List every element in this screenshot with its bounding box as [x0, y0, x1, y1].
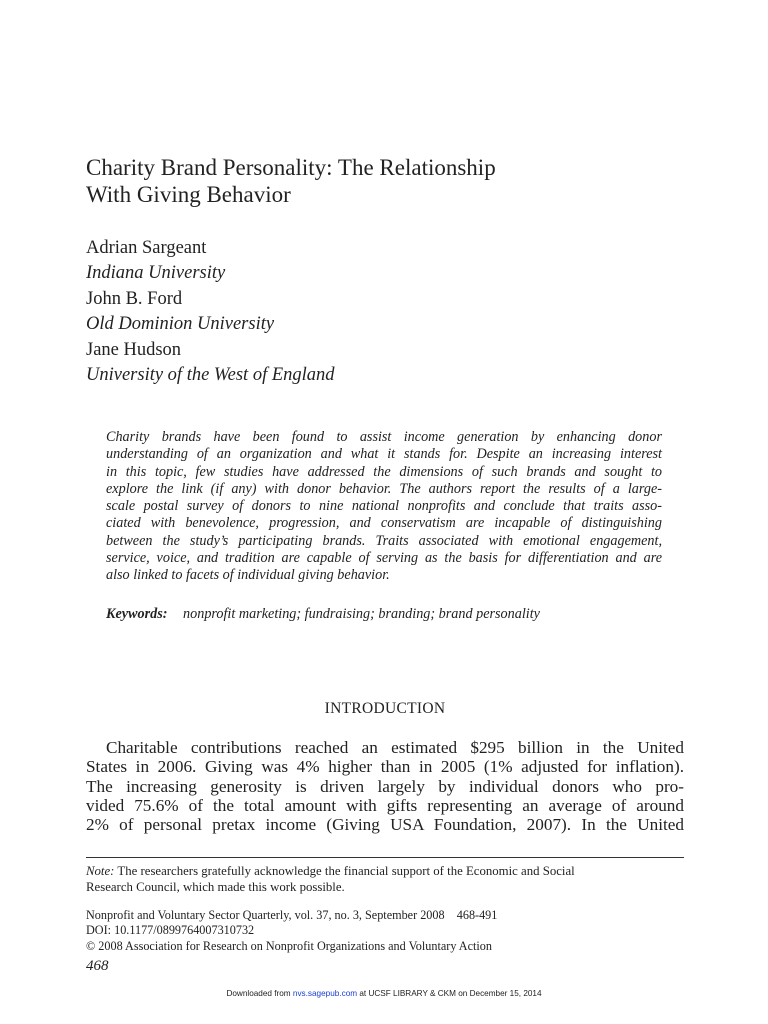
- footnote-divider: [86, 857, 684, 858]
- title-line-2: With Giving Behavior: [86, 182, 291, 207]
- abstract-line: understanding of an organization and what it stands for. Despite an increasing interest: [106, 446, 662, 463]
- body-line: States in 2006. Giving was 4% higher than in 2005 (1% adjusted for inflation).: [86, 757, 684, 777]
- article-title: [86, 154, 686, 208]
- download-link[interactable]: nvs.sagepub.com: [292, 989, 358, 998]
- abstract-line: between the study’s participating brands. Traits associated with emotional engagement,: [106, 532, 662, 549]
- author-name: Adrian Sargeant: [86, 238, 207, 258]
- keywords-text: nonprofit marketing; fundraising; branding; brand personality: [183, 606, 540, 622]
- author-affiliation: University of the West of England: [86, 365, 335, 386]
- keywords: [106, 606, 666, 623]
- download-notice: [0, 989, 768, 998]
- download-prefix: Downloaded from: [226, 989, 293, 998]
- footnote-line: Research Council, which made this work possible.: [86, 879, 345, 894]
- abstract-line: service, voice, and tradition are capable of serving as the basis for differentiation and are: [106, 550, 662, 567]
- author-affiliation: Old Dominion University: [86, 314, 275, 335]
- body-line: 2% of personal pretax income (Giving USA Foundation, 2007). In the United: [86, 815, 684, 835]
- abstract-line: Charity brands have been found to assist income generation by enhancing donor: [106, 429, 662, 445]
- abstract: [106, 429, 662, 585]
- abstract-line: also linked to facets of individual giving behavior.: [106, 567, 390, 584]
- journal-info: [86, 908, 684, 954]
- author-name: Jane Hudson: [86, 339, 182, 360]
- journal-doi: DOI: 10.1177/0899764007310732: [86, 923, 255, 938]
- body-line: vided 75.6% of the total amount with gifts representing an average of around: [86, 795, 684, 815]
- page-number: 468: [86, 958, 109, 974]
- journal-copyright: © 2008 Association for Research on Nonprofit Organizations and Voluntary Action: [86, 938, 492, 953]
- author-affiliation: Indiana University: [86, 263, 226, 284]
- body-line: Charitable contributions reached an estimated $295 billion in the United: [106, 738, 684, 757]
- section-heading: INTRODUCTION: [324, 700, 446, 717]
- body-paragraph: [86, 738, 684, 834]
- abstract-line: ciated with benevolence, progression, and conservatism are incapable of distinguishing: [106, 515, 662, 532]
- footnote-text: The researchers gratefully acknowledge the financial support of the Economic and Social: [117, 864, 575, 878]
- abstract-line: explore the link (if any) with donor behavior. The authors report the results of a large-: [106, 480, 662, 497]
- journal-citation: Nonprofit and Voluntary Sector Quarterly, vol. 37, no. 3, September 2008 468-491: [86, 908, 498, 922]
- abstract-line: in this topic, few studies have addressed the dimensions of such brands and sought to: [106, 463, 662, 480]
- body-line: The increasing generosity is driven largely by individual donors who pro-: [86, 776, 684, 796]
- download-suffix: at UCSF LIBRARY & CKM on December 15, 2014: [357, 989, 542, 998]
- author-name: John B. Ford: [86, 288, 183, 309]
- keywords-label: Keywords:: [106, 606, 168, 622]
- footnote-label: Note:: [86, 864, 115, 878]
- title-line-1: Charity Brand Personality: The Relationship: [86, 155, 496, 180]
- footnote: [86, 864, 684, 895]
- author-list: [86, 236, 686, 388]
- abstract-line: scale postal survey of donors to nine national nonprofits and conclude that traits asso-: [106, 498, 662, 515]
- footnote-line: [86, 864, 684, 880]
